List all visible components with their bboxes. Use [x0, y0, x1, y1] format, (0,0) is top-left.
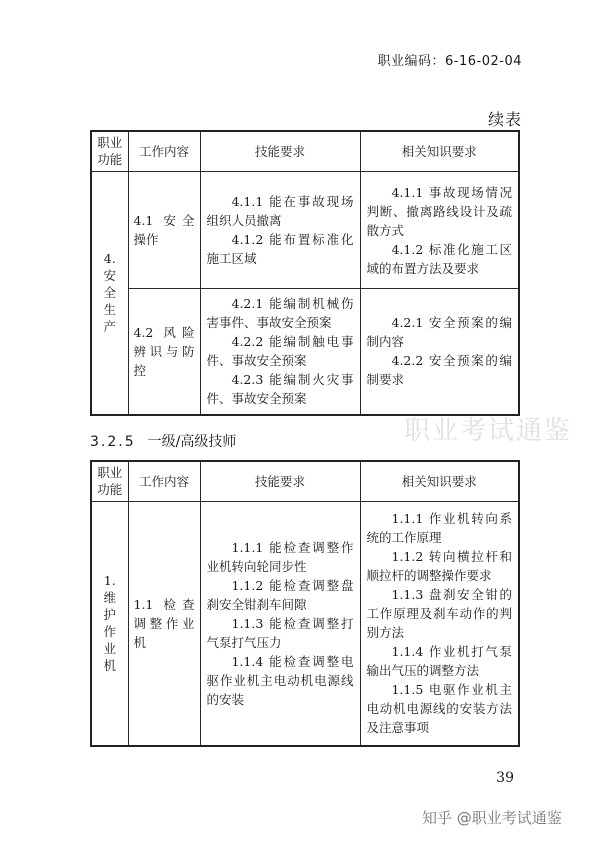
function-label-char: 生	[103, 301, 116, 317]
header-skills: 技能要求	[200, 461, 360, 502]
requirement-item: 4.1.2 能布置标准化施工区域	[206, 232, 354, 266]
skill-requirements	[200, 502, 360, 746]
requirement-item: 1.1.3 能检查调整打气泵打气压力	[206, 615, 354, 650]
requirement-item: 4.2.3 能编制火灾事件、事故安全预案	[206, 372, 354, 407]
table-row	[91, 289, 519, 415]
table-header-row	[91, 131, 519, 172]
function-cell	[91, 502, 128, 746]
function-label	[103, 250, 116, 335]
work-content: 4.1 安全操作	[128, 172, 200, 289]
requirement-item: 1.1.4 作业机打气泵输出气压的调整方法	[366, 644, 512, 679]
competency-table-2	[90, 460, 520, 747]
header-function: 职业 功能	[91, 131, 128, 172]
table-header-row	[91, 461, 519, 502]
requirement-item: 1.1.2 能检查调整盘刹安全钳刹车间隙	[206, 577, 354, 612]
section-title: 一级/高级技师	[147, 434, 237, 450]
function-label-char: 1.	[103, 572, 116, 588]
function-label	[103, 572, 116, 674]
requirement-item: 4.1.2 标准化施工区域的布置方法及要求	[366, 241, 512, 276]
function-label-char: 维	[103, 589, 116, 605]
requirement-item: 1.1.5 电驱作业机主电动机电源线的安装方法及注意事项	[366, 682, 512, 736]
function-label-char: 作	[103, 623, 116, 639]
knowledge-requirements	[360, 289, 519, 415]
table-row	[91, 502, 519, 746]
function-label-char: 产	[103, 318, 116, 334]
section-number: 3.2.5	[90, 434, 136, 450]
requirement-item: 1.1.1 作业机转向系统的工作原理	[366, 511, 512, 546]
requirement-item: 1.1.4 能检查调整电驱作业机主电动机电源线的安装	[206, 653, 354, 707]
header-content: 工作内容	[128, 131, 200, 172]
header-function: 职业 功能	[91, 461, 128, 502]
requirement-item: 4.2.1 安全预案的编制内容	[366, 315, 512, 350]
competency-table-1	[90, 130, 520, 416]
knowledge-requirements	[360, 502, 519, 746]
function-label-char: 4.	[103, 250, 116, 266]
requirement-item: 4.2.2 安全预案的编制要求	[366, 353, 512, 388]
requirement-item: 4.2.1 能编制机械伤害事件、事故安全预案	[206, 296, 354, 331]
requirement-item: 4.1.1 能在事故现场组织人员撤离	[206, 194, 354, 228]
function-label-char: 护	[103, 606, 116, 622]
requirement-item: 1.1.3 盘刹安全钳的工作原理及刹车动作的判别方法	[366, 587, 512, 641]
requirement-item: 1.1.2 转向横拉杆和顺拉杆的调整操作要求	[366, 549, 512, 584]
header-content: 工作内容	[128, 461, 200, 502]
requirement-item: 4.1.1 事故现场情况判断、撤离路线设计及疏散方式	[366, 184, 512, 238]
occupation-code: 职业编码：6-16-02-04	[377, 54, 522, 69]
function-label-char: 机	[103, 657, 116, 673]
function-label-char: 全	[103, 284, 116, 300]
function-label-char: 业	[103, 640, 116, 656]
source-credit: 知乎 @职业考试通鉴	[422, 809, 562, 827]
work-content: 4.2 风险辨识与防控	[128, 289, 200, 415]
header-skills: 技能要求	[200, 131, 360, 172]
header-knowledge: 相关知识要求	[360, 131, 519, 172]
function-label-char: 安	[103, 267, 116, 283]
work-content: 1.1 检查调整作业机	[128, 502, 200, 746]
requirement-item: 4.2.2 能编制触电事件、事故安全预案	[206, 334, 354, 369]
page-number: 39	[496, 770, 514, 786]
skill-requirements	[200, 289, 360, 415]
function-cell	[91, 172, 128, 415]
header-knowledge: 相关知识要求	[360, 461, 519, 502]
knowledge-requirements	[360, 172, 519, 289]
continued-label: 续表	[487, 110, 522, 129]
requirement-item: 1.1.1 能检查调整作业机转向轮同步性	[206, 539, 354, 574]
table-row	[91, 172, 519, 289]
skill-requirements	[200, 172, 360, 289]
watermark-text: 职业考试通鉴	[404, 416, 573, 446]
section-heading	[90, 431, 236, 451]
